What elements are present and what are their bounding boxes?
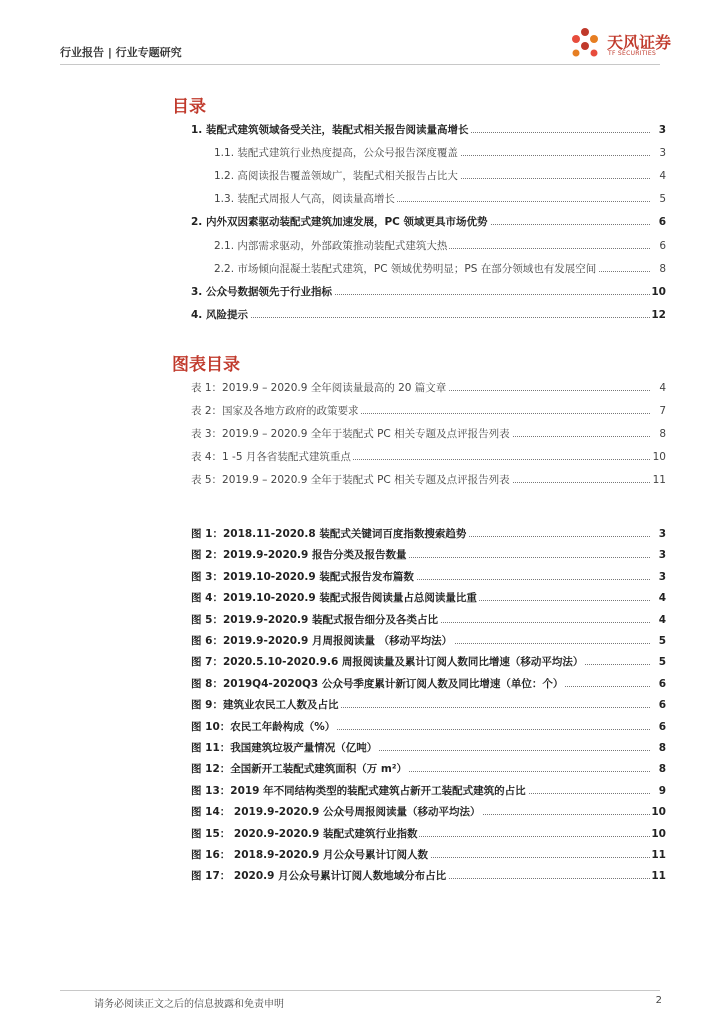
entry-label: 图 8：2019Q4-2020Q3 公众号季度累计新订阅人数及同比增速（单位：个） xyxy=(191,675,565,693)
entry-label: 表 5：2019.9 – 2020.9 全年于装配式 PC 相关专题及点评报告列表 xyxy=(191,471,512,489)
entry-page-number: 3 xyxy=(659,147,666,160)
header-divider xyxy=(60,64,660,65)
entry-label: 表 1：2019.9 – 2020.9 全年阅读量最高的 20 篇文章 xyxy=(191,379,448,397)
entry-page-number: 8 xyxy=(659,262,666,275)
entry-page-number: 6 xyxy=(658,677,666,690)
entry-page-number: 6 xyxy=(658,699,666,712)
entry-page-number: 5 xyxy=(658,656,666,669)
entry-page-number: 6 xyxy=(658,216,666,229)
toc-entry[interactable] xyxy=(0,611,724,629)
toc-entry[interactable] xyxy=(0,846,724,864)
toc-entry[interactable] xyxy=(0,190,724,208)
entry-page-number: 3 xyxy=(658,549,666,562)
toc-entry[interactable] xyxy=(0,867,724,885)
brand-subtitle: TF SECURITIES xyxy=(608,50,657,57)
toc-entry[interactable] xyxy=(0,425,724,443)
entry-page-number: 5 xyxy=(659,193,666,206)
toc-entry[interactable] xyxy=(0,568,724,586)
toc-entry[interactable] xyxy=(0,825,724,843)
toc-entry[interactable] xyxy=(0,402,724,420)
toc-entry[interactable] xyxy=(0,696,724,714)
toc-entry[interactable] xyxy=(0,471,724,489)
entry-label: 图 3：2019.10-2020.9 装配式报告发布篇数 xyxy=(191,568,416,586)
entry-label: 1.2. 高阅读报告覆盖领域广，装配式相关报告占比大 xyxy=(214,167,460,185)
toc-entry[interactable] xyxy=(0,237,724,255)
entry-label: 图 13：2019 年不同结构类型的装配式建筑占新开工装配式建筑的占比 xyxy=(191,782,528,800)
entry-label: 图 15： 2020.9-2020.9 装配式建筑行业指数 xyxy=(191,825,419,843)
entry-label: 图 10：农民工年龄构成（%） xyxy=(191,718,337,736)
entry-label: 图 2：2019.9-2020.9 报告分类及报告数量 xyxy=(191,546,409,564)
toc-entry[interactable] xyxy=(0,167,724,185)
entry-label: 2. 内外双因素驱动装配式建筑加速发展，PC 领域更具市场优势 xyxy=(191,213,490,231)
toc-entry[interactable] xyxy=(0,260,724,278)
entry-label: 1.1. 装配式建筑行业热度提高，公众号报告深度覆盖 xyxy=(214,144,460,162)
entry-page-number: 8 xyxy=(658,742,666,754)
entry-page-number: 4 xyxy=(658,592,666,605)
entry-label: 图 17： 2020.9 月公众号累计订阅人数地域分布占比 xyxy=(191,867,448,885)
entry-page-number: 12 xyxy=(651,308,666,321)
entry-label: 图 16： 2018.9-2020.9 月公众号累计订阅人数 xyxy=(191,846,430,864)
footer-disclaimer: 请务必阅读正文之后的信息披露和免责申明 xyxy=(94,999,284,1010)
toc-entry[interactable] xyxy=(0,653,724,671)
entry-label: 1.3. 装配式周报人气高，阅读量高增长 xyxy=(214,190,397,208)
entry-label: 图 5：2019.9-2020.9 装配式报告细分及各类占比 xyxy=(191,611,440,629)
brand-name: 天风证券 xyxy=(607,33,672,52)
entry-label: 图 12：全国新开工装配式建筑面积（万 m²） xyxy=(191,760,409,778)
entry-page-number: 10 xyxy=(651,285,666,298)
toc-title: 目录 xyxy=(172,97,206,117)
page-header xyxy=(0,0,724,70)
entry-label: 2.1. 内部需求驱动，外部政策推动装配式建筑大热 xyxy=(214,237,449,255)
entry-label: 3. 公众号数据领先于行业指标 xyxy=(191,283,334,301)
toc-entry[interactable] xyxy=(0,448,724,466)
toc-entry[interactable] xyxy=(0,739,724,757)
toc-entry[interactable] xyxy=(0,213,724,231)
logo-mark-icon xyxy=(567,26,603,60)
entry-label: 图 9：建筑业农民工人数及占比 xyxy=(191,696,340,714)
entry-label: 图 14： 2019.9-2020.9 公众号周报阅读量（移动平均法） xyxy=(191,803,482,821)
footer-divider xyxy=(60,990,660,991)
entry-page-number: 4 xyxy=(659,382,666,394)
entry-page-number: 3 xyxy=(658,124,666,136)
toc-entry[interactable] xyxy=(0,546,724,564)
entry-label: 4. 风险提示 xyxy=(191,306,250,324)
toc-entry[interactable] xyxy=(0,379,724,397)
entry-page-number: 11 xyxy=(652,474,666,487)
entry-label: 2.2. 市场倾向混凝土装配式建筑，PC 领域优势明显；PS 在部分领域也有发展空间 xyxy=(214,260,598,278)
entry-label: 图 4：2019.10-2020.9 装配式报告阅读量占总阅读量比重 xyxy=(191,589,479,607)
figures-title: 图表目录 xyxy=(172,355,240,375)
entry-label: 图 6：2019.9-2020.9 月周报阅读量 （移动平均法） xyxy=(191,632,454,650)
entry-page-number: 5 xyxy=(658,635,666,647)
entry-page-number: 6 xyxy=(658,720,666,733)
entry-page-number: 11 xyxy=(651,870,666,883)
entry-page-number: 7 xyxy=(659,405,666,418)
toc-entry[interactable] xyxy=(0,306,724,324)
entry-page-number: 9 xyxy=(658,784,666,797)
entry-page-number: 3 xyxy=(658,570,666,583)
entry-label: 表 2：国家及各地方政府的政策要求 xyxy=(191,402,361,420)
toc-entry[interactable] xyxy=(0,718,724,736)
entry-label: 表 3：2019.9 – 2020.9 全年于装配式 PC 相关专题及点评报告列表 xyxy=(191,425,512,443)
entry-page-number: 3 xyxy=(658,528,666,540)
toc-entry[interactable] xyxy=(0,283,724,301)
entry-label: 图 11：我国建筑垃圾产量情况（亿吨） xyxy=(191,739,379,757)
entry-page-number: 4 xyxy=(658,613,666,626)
entry-page-number: 10 xyxy=(652,451,666,464)
entry-page-number: 10 xyxy=(651,806,666,819)
toc-entry[interactable] xyxy=(0,782,724,800)
entry-page-number: 10 xyxy=(651,827,666,840)
toc-entry[interactable] xyxy=(0,675,724,693)
brand-logo xyxy=(567,26,677,62)
entry-page-number: 8 xyxy=(659,428,666,441)
toc-entry[interactable] xyxy=(0,632,724,650)
breadcrumb: 行业报告 | 行业专题研究 xyxy=(60,46,182,59)
toc-entry[interactable] xyxy=(0,525,724,543)
page-number: 2 xyxy=(655,995,662,1006)
toc-entry[interactable] xyxy=(0,144,724,162)
entry-page-number: 11 xyxy=(651,849,666,861)
entry-page-number: 4 xyxy=(659,170,666,183)
toc-entry[interactable] xyxy=(0,121,724,139)
entry-label: 表 4：1 -5 月各省装配式建筑重点 xyxy=(191,448,353,466)
toc-entry[interactable] xyxy=(0,760,724,778)
entry-page-number: 6 xyxy=(659,239,666,252)
entry-label: 1. 装配式建筑领域备受关注，装配式相关报告阅读量高增长 xyxy=(191,121,470,139)
toc-entry[interactable] xyxy=(0,803,724,821)
entry-page-number: 8 xyxy=(658,763,666,776)
entry-label: 图 7：2020.5.10-2020.9.6 周报阅读量及累计订阅人数同比增速（移动平均法） xyxy=(191,653,585,671)
leader-dots xyxy=(191,317,650,318)
toc-entry[interactable] xyxy=(0,589,724,607)
entry-label: 图 1：2018.11-2020.8 装配式关键词百度指数搜索趋势 xyxy=(191,525,468,543)
